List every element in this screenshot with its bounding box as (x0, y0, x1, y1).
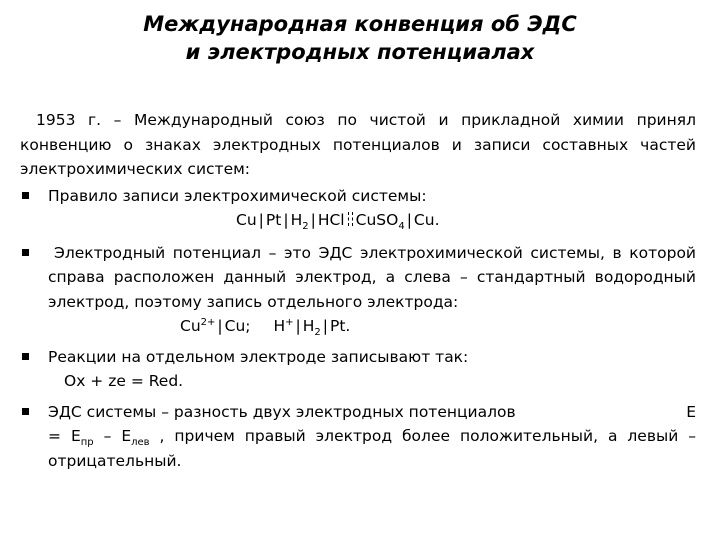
intro-paragraph: 1953 г. – Международный союз по чистой и прикладной химии принял конвенцию о знаках электродных потенциалов и записи составных частей электрохимических систем: (20, 111, 696, 178)
salt-bridge-icon (348, 212, 353, 226)
cell-formula: Cu | Pt | $H_2$ | HCl CuSO$_4$ | Cu. (236, 211, 440, 233)
bullet-text: Электродный потенциал – это ЭДС электрохимической системы, в которой справа расположен данный электрод, а слева – стандартный водородный электрод, поэтому запись отдельного электрода: (48, 243, 696, 311)
bullet-system-rule (20, 184, 696, 233)
bullet-text: Реакции на отдельном электроде записывают так: (48, 347, 469, 366)
square-bullet-icon (22, 408, 29, 415)
slide-title (0, 10, 720, 66)
title-line-2: и электродных потенциалах (185, 40, 535, 64)
square-bullet-icon (22, 353, 29, 360)
square-bullet-icon (22, 192, 29, 199)
emf-continuation: = $E_{пр} - E_{лев}$ , причем правый электрод более положительный, а левый – отрицательный. (48, 427, 696, 470)
electrode-formulas: $Cu^{2+}$ | Cu; H+ | $H_2$ | Pt. (180, 316, 351, 339)
reaction-equation: Ox + ze = Red. (64, 372, 184, 390)
bullet-emf (20, 400, 696, 474)
emf-line-1: ЭДС системы – разность двух электродных потенциалов E (48, 402, 696, 421)
bullet-text: Правило записи электрохимической системы: (48, 186, 427, 205)
bullet-reactions (20, 345, 696, 394)
slide-body (20, 108, 696, 473)
bullet-electrode-potential (20, 241, 696, 339)
title-line-1: Международная конвенция об ЭДС (143, 12, 577, 36)
square-bullet-icon (22, 249, 29, 256)
